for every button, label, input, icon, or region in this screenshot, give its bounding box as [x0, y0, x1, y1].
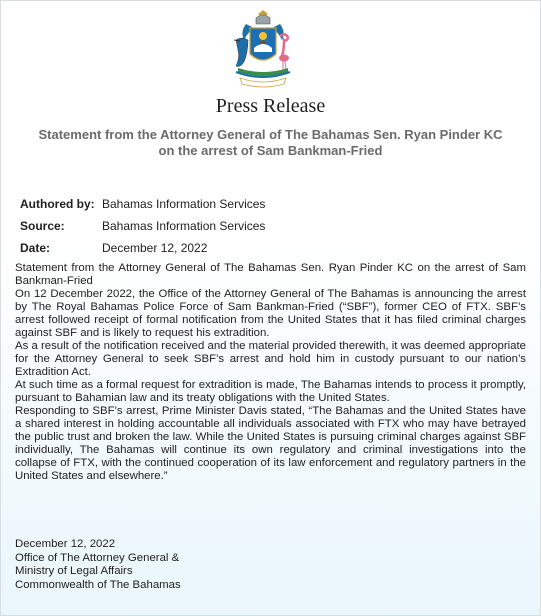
meta-row-source: [20, 215, 265, 237]
meta-row-date: [20, 237, 265, 259]
body-paragraph: Responding to SBF’s arrest, Prime Minister Davis stated, “The Bahamas and the United States have a shared interest in holding accountable all individuals associated with FTX who may have betrayed the public trust and broken the law. While the United States is pursuing criminal charges against SBF individually, The Bahamas will continue its own regulatory and criminal investigations into the collapse of FTX, with the continued cooperation of its law enforcement and regulatory partners in the United States and elsewhere.”: [15, 405, 526, 482]
page-title: Press Release: [215, 95, 326, 117]
meta-value-authored: Bahamas Information Services: [102, 197, 266, 211]
meta-value-date: December 12, 2022: [102, 241, 208, 255]
metadata-table: [20, 193, 265, 259]
meta-value-source: Bahamas Information Services: [102, 219, 266, 233]
meta-label-source: Source:: [20, 219, 65, 233]
body-paragraph: As a result of the notification received and the material provided therewith, it was deemed appropriate for the Attorney General to seek SBF’s arrest and hold him in custody pursuant to our nation’s Extradition Act.: [15, 340, 526, 378]
signature-block: [15, 538, 181, 592]
footer-date: December 12, 2022: [15, 538, 116, 550]
meta-label-date: Date:: [20, 241, 51, 255]
footer-office: Office of The Attorney General &: [15, 551, 180, 564]
subtitle-line-1: Statement from the Attorney General of The Bahamas Sen. Ryan Pinder KC: [38, 127, 503, 142]
meta-row-authored: [20, 193, 265, 215]
page-subtitle: [20, 127, 521, 159]
body-paragraph: On 12 December 2022, the Office of the Attorney General of The Bahamas is announcing the arrest by The Royal Bahamas Police Force of Sam Bankman-Fried (“SBF”), former CEO of FTX. SBF’s arrest followed receipt of formal notification from the United States that it has filed criminal charges against SBF and is likely to request his extradition.: [15, 288, 526, 339]
article-body: [15, 262, 526, 483]
meta-label-authored: Authored by:: [20, 197, 95, 211]
footer-ministry: Ministry of Legal Affairs: [15, 565, 133, 577]
body-paragraph: Statement from the Attorney General of The Bahamas Sen. Ryan Pinder KC on the arrest of Sam Bankman-Fried: [15, 262, 526, 287]
footer-commonwealth: Commonwealth of The Bahamas: [15, 578, 181, 591]
body-paragraph: At such time as a formal request for extradition is made, The Bahamas intends to process it promptly, pursuant to Bahamian law and its treaty obligations with the United States.: [15, 379, 526, 404]
bahamas-coat-of-arms-icon: [228, 10, 298, 88]
subtitle-line-2: on the arrest of Sam Bankman-Fried: [158, 143, 383, 158]
